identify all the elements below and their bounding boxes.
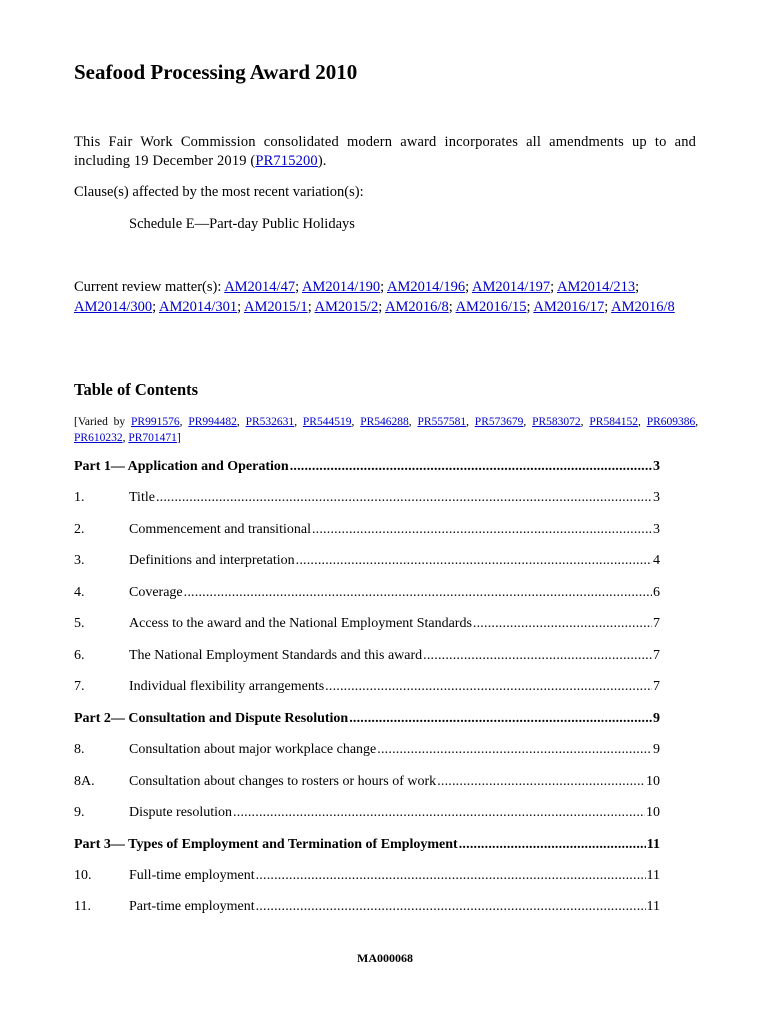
toc-entry-page: 7	[653, 648, 660, 663]
toc-dot-leader	[377, 742, 652, 758]
toc-part-entry[interactable]	[74, 459, 660, 479]
varied-by-separator: ,	[523, 416, 533, 428]
toc-entry-number: 5.	[74, 616, 85, 631]
varied-by-separator: ,	[179, 416, 189, 428]
toc-dot-leader	[459, 837, 646, 853]
varied-by-link[interactable]: PR584152	[589, 416, 638, 428]
toc-clause-entry[interactable]	[74, 805, 660, 825]
toc-part-entry[interactable]	[74, 711, 660, 731]
document-title: Seafood Processing Award 2010	[74, 60, 358, 84]
varied-by-link[interactable]: PR994482	[188, 416, 237, 428]
review-matter-separator: ;	[380, 279, 387, 295]
review-matter-separator: ;	[152, 298, 160, 315]
toc-entry-title: Part 1— Application and Operation	[74, 459, 289, 474]
toc-entry-title: Individual flexibility arrangements	[129, 679, 325, 694]
toc-entry-title: Consultation about major workplace change	[129, 742, 377, 757]
toc-clause-entry[interactable]	[74, 616, 660, 636]
varied-by-link[interactable]: PR546288	[360, 416, 409, 428]
toc-entry-number: 8.	[74, 742, 85, 757]
toc-entry-number: 11.	[74, 899, 91, 914]
review-matter-separator: ;	[237, 298, 245, 315]
review-matter-link[interactable]: AM2015/2	[314, 298, 379, 315]
toc-entry-number: 6.	[74, 648, 85, 663]
toc-dot-leader	[184, 585, 652, 601]
review-matter-link[interactable]: AM2016/8	[611, 298, 675, 315]
toc-clause-entry[interactable]	[74, 553, 660, 573]
toc-entry-page: 3	[653, 459, 660, 474]
toc-entry-title: Definitions and interpretation	[129, 553, 295, 568]
varied-by-separator: ,	[122, 432, 129, 444]
review-matters	[74, 278, 696, 317]
toc-heading: Table of Contents	[74, 380, 199, 399]
toc-clause-entry[interactable]	[74, 490, 660, 510]
toc-entry-title: Title	[129, 490, 155, 505]
toc-entry-title: Commencement and transitional	[129, 522, 311, 537]
toc-entry-page: 4	[653, 553, 660, 568]
toc-dot-leader	[290, 459, 652, 475]
toc-entry-number: 2.	[74, 522, 85, 537]
varied-by-separator: ,	[236, 416, 246, 428]
toc-entry-title: Full-time employment	[129, 868, 255, 883]
toc-dot-leader	[423, 648, 652, 664]
toc-entry-page: 10	[646, 774, 660, 789]
review-matter-link[interactable]: AM2014/47	[224, 279, 296, 295]
toc-entry-number: 1.	[74, 490, 85, 505]
toc-entry-title: Consultation about changes to rosters or hours of work	[129, 774, 437, 789]
toc-entry-title: Part 2— Consultation and Dispute Resolution	[74, 711, 349, 726]
review-matter-separator: ;	[604, 298, 612, 315]
toc-entry-number: 3.	[74, 553, 85, 568]
toc-clause-entry[interactable]	[74, 742, 660, 762]
varied-by-link[interactable]: PR557581	[417, 416, 467, 428]
toc-clause-entry[interactable]	[74, 774, 660, 794]
toc-entry-page: 7	[653, 679, 660, 694]
toc-entry-number: 4.	[74, 585, 85, 600]
varied-by-separator: ,	[580, 416, 590, 428]
varied-by	[74, 414, 698, 446]
toc-entry-title: Coverage	[129, 585, 183, 600]
toc-entry-title: Access to the award and the National Employment Standards	[129, 616, 472, 631]
review-matter-separator: ;	[465, 279, 472, 295]
toc-entry-title: Part 3— Types of Employment and Termination of Employment	[74, 837, 458, 852]
toc-entry-title: Part-time employment	[129, 899, 255, 914]
review-matter-separator: ;	[635, 279, 640, 295]
toc-dot-leader	[296, 553, 652, 569]
review-matter-link[interactable]: AM2014/213	[557, 279, 636, 295]
review-matter-separator: ;	[526, 298, 534, 315]
affected-item: Schedule E—Part-day Public Holidays	[129, 216, 355, 232]
toc-clause-entry[interactable]	[74, 522, 660, 542]
review-matter-link[interactable]: AM2016/15	[455, 298, 527, 315]
intro-text: This Fair Work Commission consolidated modern award incorporates all amendments up to and including 19 December 2019 (	[74, 134, 696, 169]
varied-by-link[interactable]: PR573679	[474, 416, 524, 428]
toc-entry-number: 9.	[74, 805, 85, 820]
toc-entry-number: 7.	[74, 679, 85, 694]
toc-dot-leader	[437, 774, 645, 790]
varied-by-link[interactable]: PR609386	[646, 416, 696, 428]
toc-entry-page: 10	[646, 805, 660, 820]
varied-close: ]	[176, 432, 181, 444]
review-matter-link[interactable]: AM2014/300	[74, 298, 153, 315]
toc-dot-leader	[256, 868, 646, 884]
varied-by-separator: ,	[466, 416, 475, 428]
toc-clause-entry[interactable]	[74, 899, 660, 919]
review-matter-link[interactable]: AM2014/190	[301, 279, 381, 295]
review-matter-separator: ;	[378, 298, 386, 315]
toc-entry-number: 8A.	[74, 774, 95, 789]
toc-entry-page: 7	[653, 616, 660, 631]
varied-by-link[interactable]: PR544519	[302, 416, 352, 428]
toc-entry-title: The National Employment Standards and this award	[129, 648, 423, 663]
toc-dot-leader	[156, 490, 652, 506]
varied-by-link[interactable]: PR991576	[131, 416, 180, 428]
varied-by-separator: ,	[637, 416, 647, 428]
toc-dot-leader	[325, 679, 652, 695]
review-matter-separator: ;	[307, 298, 315, 315]
review-matter-link[interactable]: AM2014/301	[159, 298, 238, 315]
toc-dot-leader	[256, 899, 646, 915]
toc-clause-entry[interactable]	[74, 868, 660, 888]
toc-entry-page: 11	[646, 868, 660, 883]
varied-by-separator: ,	[408, 416, 418, 428]
varied-by-separator: ,	[695, 416, 699, 428]
toc-entry-page: 11	[646, 837, 660, 852]
intro-paragraph	[74, 133, 696, 171]
review-matter-separator: ;	[295, 279, 302, 295]
review-matter-link[interactable]: AM2014/196	[386, 279, 466, 295]
intro-variation-link[interactable]: PR715200	[255, 153, 318, 169]
toc-dot-leader	[473, 616, 652, 632]
toc-part-entry[interactable]	[74, 837, 660, 857]
toc-entry-page: 9	[653, 711, 660, 726]
review-matter-separator: ;	[448, 298, 456, 315]
toc-clause-entry[interactable]	[74, 648, 660, 668]
varied-links	[74, 416, 698, 444]
toc-dot-leader	[349, 711, 652, 727]
varied-by-link[interactable]: PR532631	[245, 416, 295, 428]
toc-entry-title: Dispute resolution	[129, 805, 233, 820]
toc-dot-leader	[312, 522, 652, 538]
toc-entry-page: 3	[653, 490, 660, 505]
varied-label: [Varied by	[74, 416, 132, 428]
review-matter-link[interactable]: AM2015/1	[244, 298, 308, 315]
toc-entry-page: 6	[653, 585, 660, 600]
review-label: Current review matter(s):	[74, 279, 225, 295]
affected-label: Clause(s) affected by the most recent variation(s):	[74, 184, 364, 200]
toc-dot-leader	[233, 805, 645, 821]
review-matter-link[interactable]: AM2014/197	[471, 279, 551, 295]
toc-clause-entry[interactable]	[74, 679, 660, 699]
toc-entry-page: 9	[653, 742, 660, 757]
varied-by-separator: ,	[294, 416, 303, 428]
varied-by-separator: ,	[351, 416, 361, 428]
varied-by-link[interactable]: PR583072	[532, 416, 581, 428]
toc-entry-page: 3	[653, 522, 660, 537]
varied-by-link[interactable]: PR610232	[74, 432, 123, 444]
toc-entry-number: 10.	[74, 868, 92, 883]
review-matter-link[interactable]: AM2016/17	[533, 298, 605, 315]
review-matter-separator: ;	[550, 279, 557, 295]
award-code-footer: MA000068	[357, 951, 413, 965]
varied-by-link[interactable]: PR701471	[128, 432, 177, 444]
toc-clause-entry[interactable]	[74, 585, 660, 605]
review-matter-link[interactable]: AM2016/8	[385, 298, 449, 315]
toc-entry-page: 11	[646, 899, 660, 914]
intro-text-end: ).	[317, 153, 327, 169]
